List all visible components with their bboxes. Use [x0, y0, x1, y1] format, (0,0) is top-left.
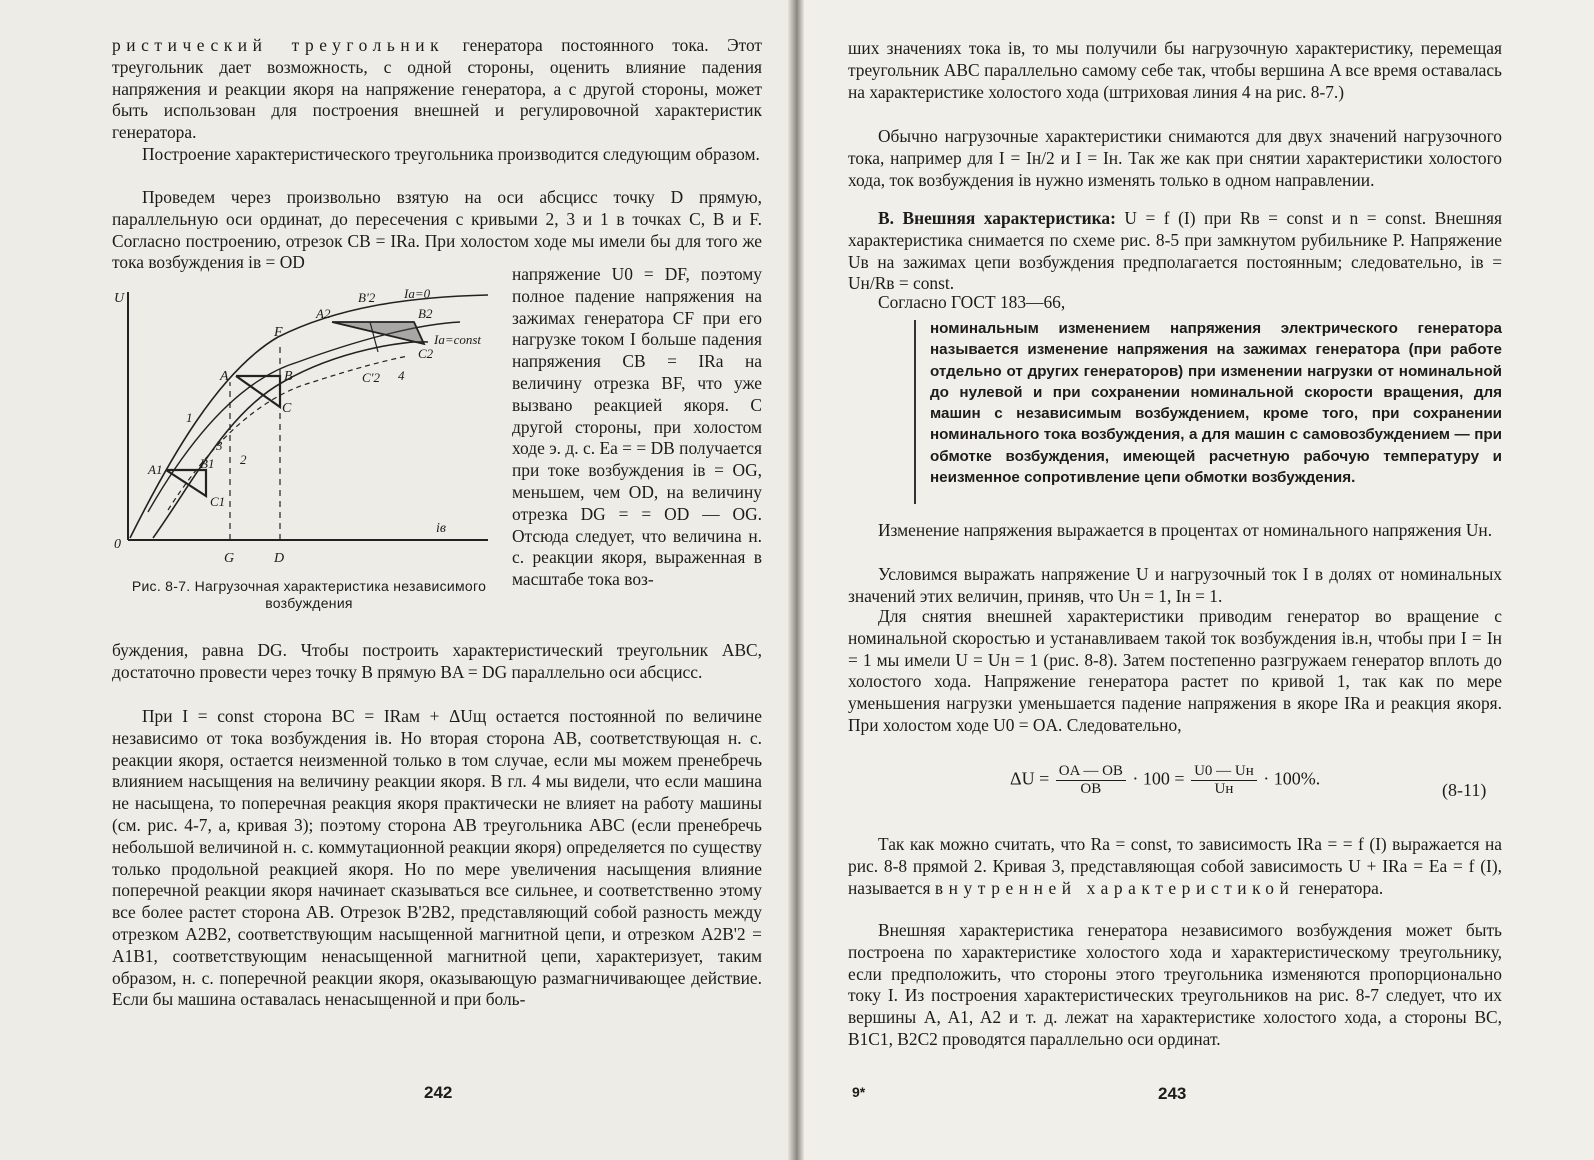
label-d: D [274, 551, 285, 566]
label-curve-4: 4 [398, 368, 405, 383]
triangle-a1b1c1 [166, 470, 206, 496]
left-paragraph-3-side: напряжение U0 = DF, поэтому полное падение напряжения на зажимах генератора CF при его нагрузке током I больше падения напряжения CB = IRa на величину отрезка BF, что уже вызвано реакцией якоря. С другой стороны, при холостом ходе э. д. с. Ea = = DB получается при токе возбуждения iв = OG, меньшем, чем OD, на величину отрезка DG = = OD — OG. Отсюда следует, что величина н. с. реакции якоря, выраженная в масштабе тока воз- [512, 264, 762, 590]
signature-mark: 9* [852, 1084, 866, 1100]
left-paragraph-3: Проведем через произвольно взятую на оси абсцисс точку D прямую, параллельную оси ординат, до пересечения с кривыми 2, 3 и 1 в точках C, B и F. Согласно построению, отрезок CB = IRa. При холостом ходе мы имели бы для того же тока возбуждения iв = OD [112, 187, 762, 273]
book-gutter [788, 0, 804, 1160]
gost-quote: номинальным изменением напряжения электрического генератора называется изменение напряжения на зажимах генератора (при работе отдельно от других генераторов) при изменении нагрузки от номинальной до нулевой и при сохранении номинальной скорости вращения, для машин с независимым возбуждением, кроме того, при сохранении номинального тока возбуждения, а для машин с самовозбуждением — при обмотке возбуждения, имеющей расчетную рабочую температуру и неизменное сопротивление цепи обмотки возбуждения. [930, 320, 1502, 487]
right-paragraph-2: Обычно нагрузочные характеристики снимаются для двух значений нагрузочного тока, например для I = Iн/2 и I = Iн. Так же как при снятии характеристики холостого хода, ток возбуждения iв нужно изменять только в одном направлении. [848, 126, 1502, 190]
right-page-number: 243 [1158, 1084, 1187, 1103]
left-page-number: 242 [424, 1083, 453, 1102]
label-c1: C1 [210, 494, 226, 509]
right-paragraph-1: ших значениях тока iв, то мы получили бы нагрузочную характеристику, перемещая треугольник ABC параллельно самому себе так, чтобы вершина A все время оставалась на характеристике холостого хода (штриховая линия 4 на рис. 8-7.) [848, 38, 1502, 102]
label-a: A [220, 369, 229, 384]
label-g: G [224, 551, 235, 566]
label-c2-prime: C'2 [362, 370, 380, 385]
left-paragraph-2: Построение характеристического треугольника производится следующим образом. [142, 144, 760, 164]
formula-8-11: ΔU = $\frac{OA — OB}{OB}$ · 100 = $\frac{U0 — Uн}{Uн}$ · 100%. [1010, 763, 1321, 797]
right-paragraph-9: Внешняя характеристика генератора независимого возбуждения может быть построена по характеристике холостого хода и характеристическому треугольнику, если предположить, что стороны этого треугольника изменяются пропорционально току I. Из построения характеристических треугольников на рис. 8-7 следует, что их вершины A, A1, A2 и т. д. лежат на характеристике холостого хода, а стороны BC, B1C1, B2C2 проводятся параллельно оси ординат. [848, 920, 1502, 1049]
curve-3 [148, 322, 460, 512]
label-ib: iв [436, 521, 446, 536]
label-b2-prime: B'2 [358, 290, 376, 305]
label-a1: A1 [148, 462, 163, 477]
equation-number: (8-11) [1442, 780, 1487, 800]
label-b: B [284, 369, 293, 384]
quote-bar [914, 320, 916, 504]
label-a2: A2 [316, 306, 331, 321]
right-paragraph-8: Так как можно считать, что Ra = const, то зависимость IRa = = f (I) выражается на рис. 8-8 прямой 2. Кривая 3, представляющая собой зависимость U + IRa = Ea = f (I), называется внутренней характеристикой генератора. [848, 834, 1502, 898]
label-c2: C2 [418, 346, 434, 361]
right-paragraph-6: Условимся выражать напряжение U и нагрузочный ток I в долях от номинальных значений этих величин, приняв, что Uн = 1, Iн = 1. [848, 564, 1502, 606]
right-paragraph-4: Согласно ГОСТ 183—66, [878, 292, 1066, 312]
figure-caption: Рис. 8-7. Нагрузочная характеристика независимого возбуждения [131, 578, 487, 611]
label-u: U [114, 291, 125, 306]
label-curve-3: 3 [216, 438, 223, 453]
left-paragraph-4: буждения, равна DG. Чтобы построить характеристический треугольник ABC, достаточно провести через точку B прямую BA = DG параллельно оси абсцисс. [112, 640, 762, 682]
left-paragraph-5: При I = const сторона BC = IRaм + ΔUщ остается постоянной по величине независимо от тока возбуждения iв. Но вторая сторона AB, соответствующая н. с. реакции якоря, остается неизменной только в том случае, если мы можем пренебречь влиянием насыщения на величину реакции якоря. В гл. 4 мы видели, что если машина не насыщена, то поперечная реакция якоря практически не влияет на работу машины (см. рис. 4-7, a, кривая 3); поэтому сторона AB треугольника ABC (если пренебречь небольшой величиной н. с. коммутационной реакции якоря) определяется по существу только продольной реакцией якоря. Но по мере увеличения насыщения влияние поперечной реакции якоря начинает сказываться все сильнее, и соответственно этому все более растет сторона AB. Отрезок B'2B2, представляющий собой разность между отрезком A2B2, соответствующим насыщенной магнитной цепи, и отрезком A2B'2 = A1B1, соответствующим ненасыщенной магнитной цепи, характеризует, таким образом, н. с. поперечной реакции якоря, оказывающую размагничивающее действие. Если бы машина оставалась ненасыщенной и при боль- [112, 706, 762, 1010]
figure-8-7 [108, 282, 508, 572]
label-b2: B2 [418, 306, 433, 321]
label-curve-1: 1 [186, 410, 193, 425]
right-paragraph-5: Изменение напряжения выражается в процентах от номинального напряжения Uн. [878, 520, 1493, 540]
right-paragraph-3: В. Внешняя характеристика: U = f (I) при Rв = const и n = const. Внешняя характеристика снимается по схеме рис. 8-5 при замкнутом рубильнике P. Напряжение Uв на зажимах цепи возбуждения предполагается постоянным; следовательно, iв = Uн/Rв = const. [848, 208, 1502, 294]
label-f: F [274, 325, 283, 340]
label-b1: B1 [200, 456, 215, 471]
left-paragraph-1: ристический треугольник генератора постоянного тока. Этот треугольник дает возможность, с одной стороны, оценить влияние падения напряжения и реакции якоря на напряжение генератора, а с другой стороны, может быть использован для построения внешней и регулировочной характеристик генератора. [112, 35, 763, 143]
label-ia0: Ia=0 [404, 286, 431, 301]
right-paragraph-7: Для снятия внешней характеристики приводим генератор во вращение с номинальной скоростью и устанавливаем такой ток возбуждения iв.н, чтобы при I = Iн = 1 мы имели U = Uн = 1 (рис. 8-8). Затем постепенно разгружаем генератор вплоть до холостого хода. Напряжение генератора растет по кривой 1, так как по мере уменьшения нагрузки уменьшается падение напряжения в якоре IRa и реакция якоря. При холостом ходе U0 = OA. Следовательно, [848, 606, 1502, 735]
label-c: C [282, 401, 292, 416]
label-iaconst: Ia=const [434, 332, 482, 347]
label-curve-2: 2 [240, 452, 247, 467]
label-o: 0 [114, 537, 121, 552]
